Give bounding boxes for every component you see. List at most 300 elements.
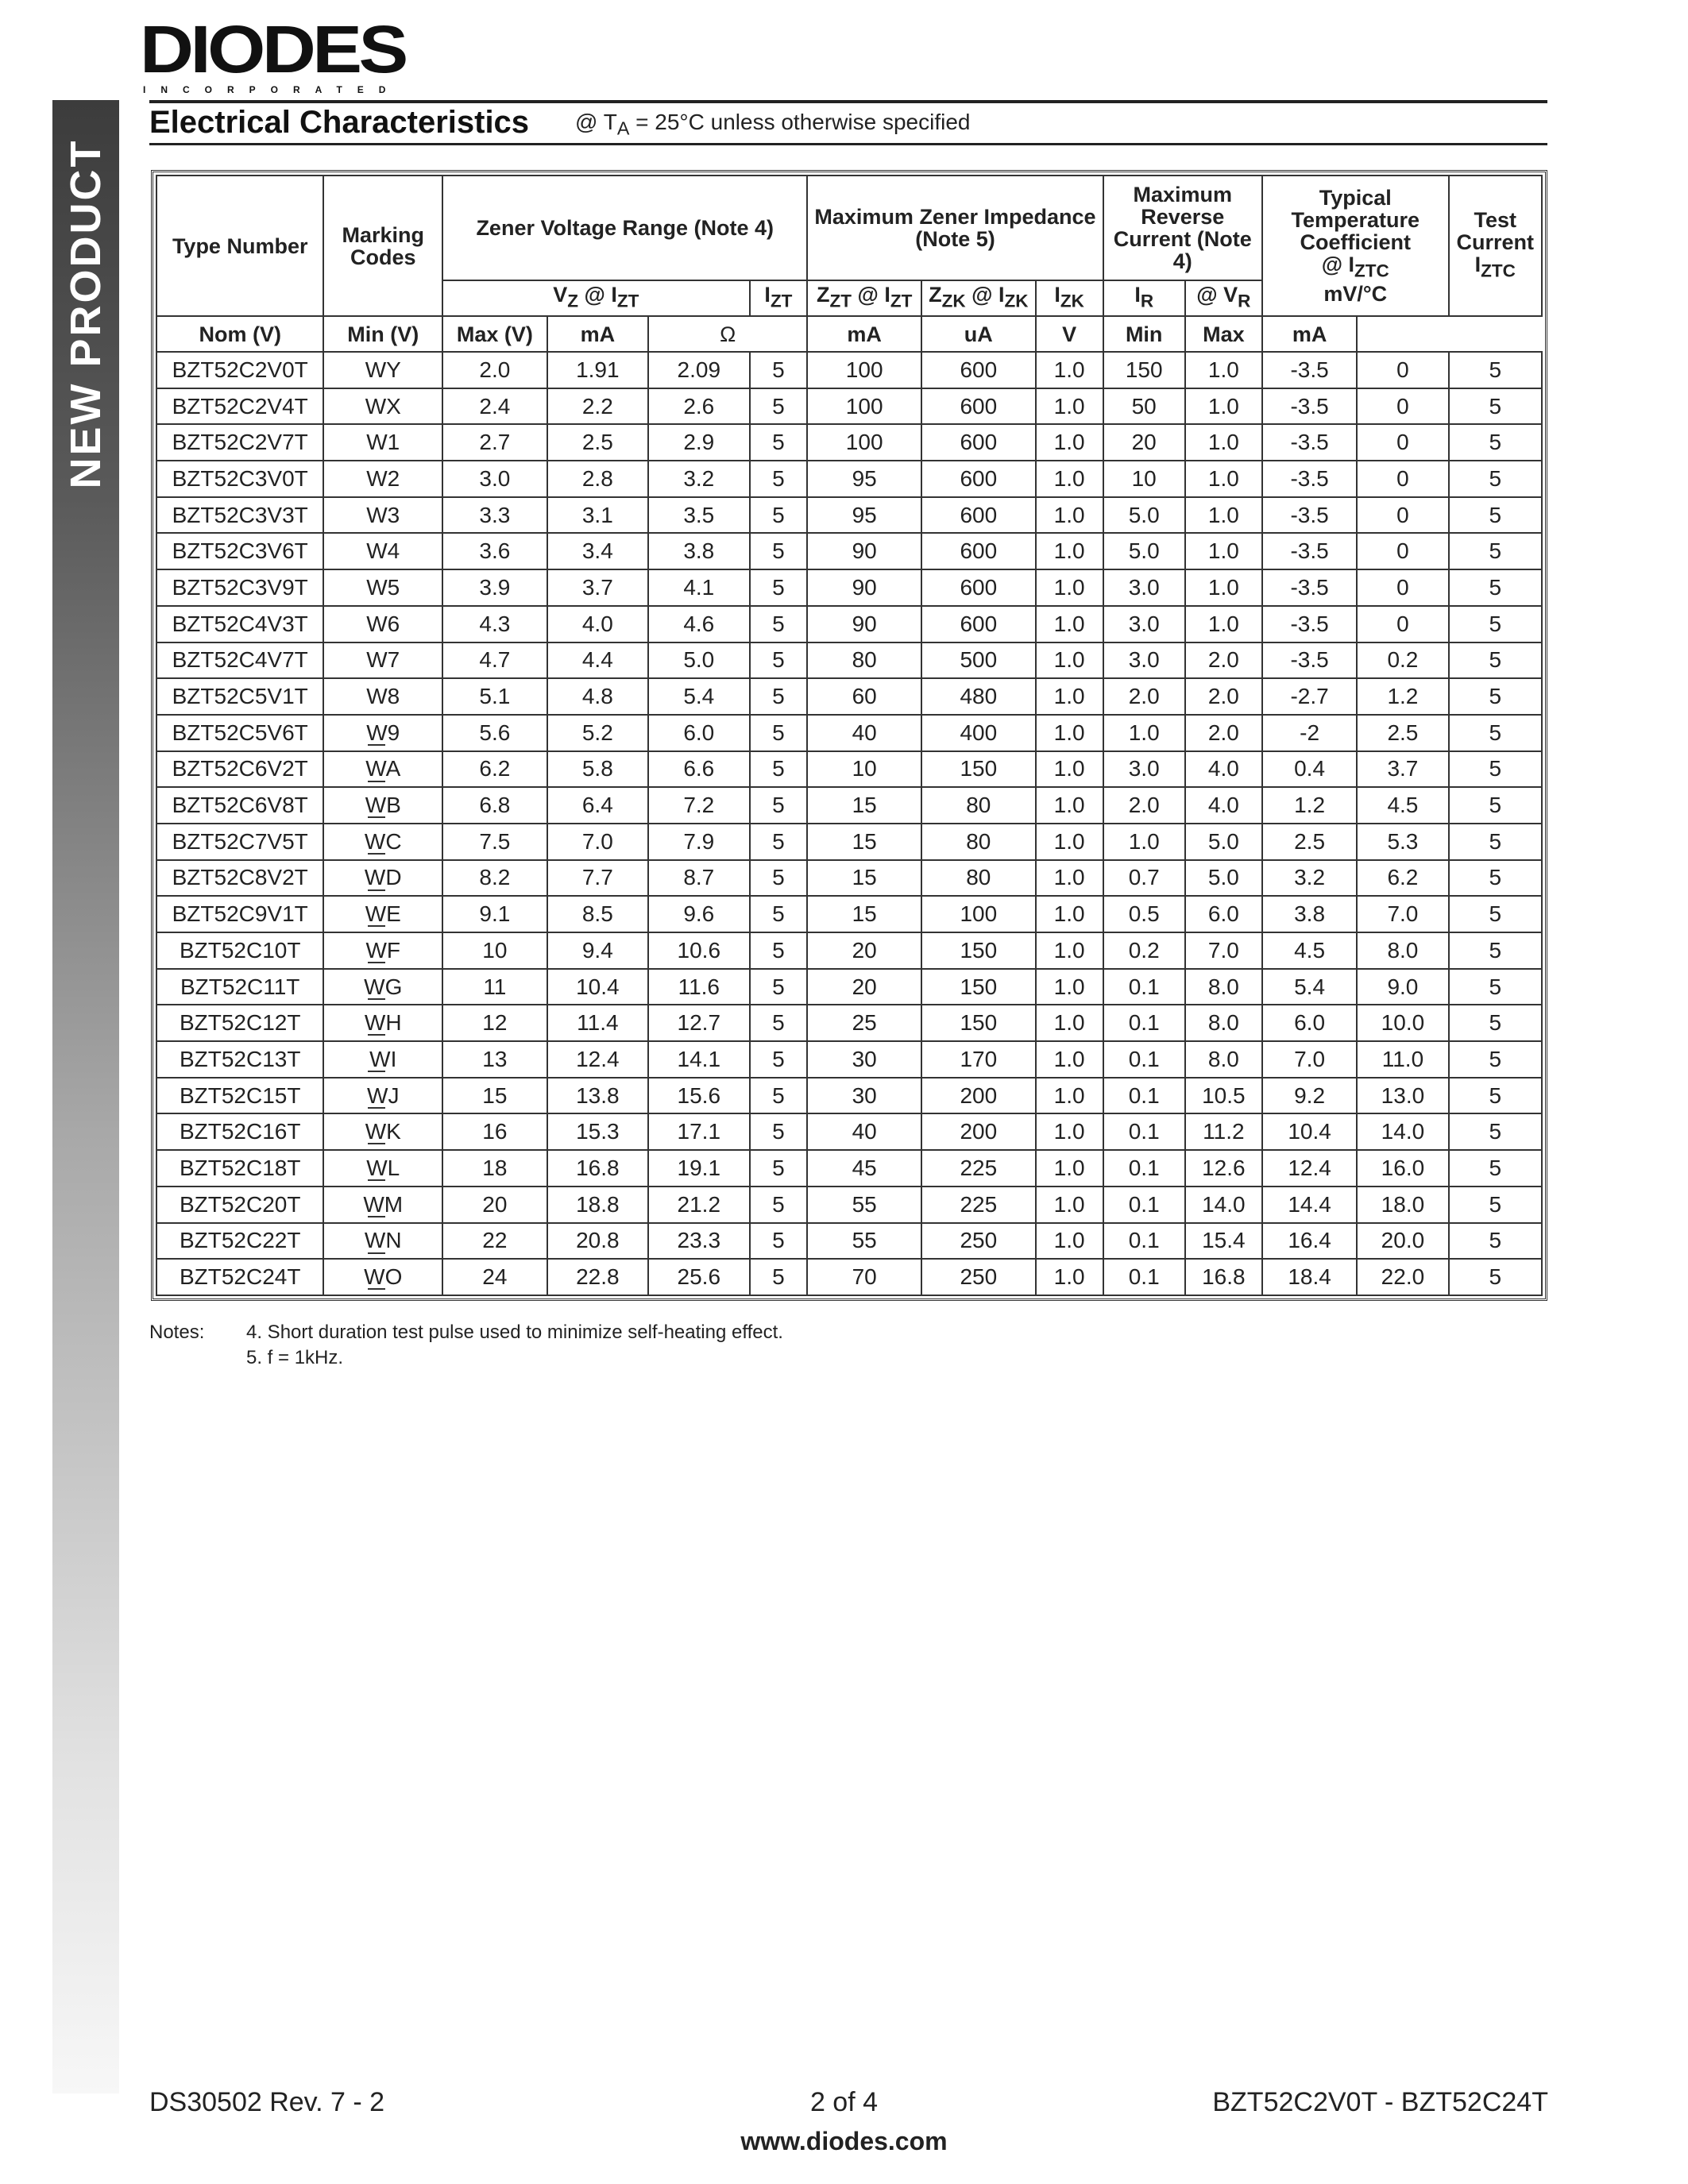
table-cell: 3.5 <box>648 497 749 534</box>
header-at-vr: @ $V_R$ <box>1185 280 1262 316</box>
table-cell: 5 <box>1449 569 1542 606</box>
header-zener-voltage: Zener Voltage Range (Note 4) <box>442 176 807 280</box>
table-cell: 10.4 <box>547 969 648 1005</box>
table-row <box>156 969 1542 1005</box>
table-cell: 5 <box>1449 896 1542 932</box>
table-cell: 40 <box>807 715 921 751</box>
units-coeff-max: Max <box>1185 316 1262 352</box>
table-cell: 11.4 <box>547 1005 648 1041</box>
table-row <box>156 642 1542 679</box>
table-cell: 1.0 <box>1036 1150 1103 1187</box>
table-cell: 5.0 <box>648 642 749 679</box>
table-row <box>156 824 1542 860</box>
table-cell: 1.0 <box>1036 824 1103 860</box>
table-cell: 90 <box>807 533 921 569</box>
table-cell: 5.0 <box>1103 497 1185 534</box>
units-coeff-min: Min <box>1103 316 1185 352</box>
table-cell: -3.5 <box>1262 497 1357 534</box>
table-cell: 600 <box>921 352 1036 388</box>
cell-type-number: BZT52C6V8T <box>156 787 323 824</box>
table-cell: 20.0 <box>1357 1223 1448 1260</box>
table-row <box>156 569 1542 606</box>
table-cell: 7.0 <box>1185 932 1262 969</box>
table-cell: 80 <box>921 824 1036 860</box>
table-cell: 5 <box>1449 1259 1542 1295</box>
table-cell: 6.6 <box>648 751 749 788</box>
table-cell: 600 <box>921 569 1036 606</box>
table-cell: 5 <box>750 751 808 788</box>
units-izt-ma: mA <box>547 316 648 352</box>
table-row <box>156 787 1542 824</box>
table-cell: 4.0 <box>547 606 648 642</box>
table-cell: 3.6 <box>442 533 547 569</box>
table-cell: 1.0 <box>1036 1005 1103 1041</box>
cell-type-number: BZT52C13T <box>156 1041 323 1078</box>
header-rule-top <box>149 100 1547 103</box>
table-row <box>156 860 1542 897</box>
table-cell: 4.7 <box>442 642 547 679</box>
table-cell: 13.8 <box>547 1078 648 1114</box>
table-cell: 3.0 <box>1103 751 1185 788</box>
table-cell: 150 <box>1103 352 1185 388</box>
table-cell: 5.8 <box>547 751 648 788</box>
cell-type-number: BZT52C22T <box>156 1223 323 1260</box>
table-cell: 5 <box>750 1187 808 1223</box>
cell-marking-code: WL <box>323 1150 442 1187</box>
table-cell: 225 <box>921 1187 1036 1223</box>
table-cell: 5 <box>750 424 808 461</box>
table-cell: 16.0 <box>1357 1150 1448 1187</box>
header-vz-at-izt: $V_Z$ @ $I_{ZT}$ <box>442 280 749 316</box>
table-cell: 5 <box>1449 1150 1542 1187</box>
table-cell: 500 <box>921 642 1036 679</box>
table-cell: 50 <box>1103 388 1185 425</box>
cell-type-number: BZT52C3V3T <box>156 497 323 534</box>
cell-type-number: BZT52C12T <box>156 1005 323 1041</box>
table-cell: 3.1 <box>547 497 648 534</box>
table-cell: 10 <box>1103 461 1185 497</box>
table-cell: 2.0 <box>442 352 547 388</box>
table-cell: 5 <box>1449 1187 1542 1223</box>
table-cell: 9.6 <box>648 896 749 932</box>
table-cell: 200 <box>921 1113 1036 1150</box>
table-cell: 95 <box>807 497 921 534</box>
table-cell: 15.4 <box>1185 1223 1262 1260</box>
table-cell: 30 <box>807 1041 921 1078</box>
table-row <box>156 896 1542 932</box>
table-cell: 4.3 <box>442 606 547 642</box>
header-temp-coefficient: Typical Temperature Coefficient @ $I_{ZTC}$ mV/°C <box>1262 176 1449 316</box>
table-cell: 5.4 <box>648 678 749 715</box>
table-row <box>156 1259 1542 1295</box>
table-cell: 2.0 <box>1103 787 1185 824</box>
table-cell: 2.0 <box>1185 642 1262 679</box>
table-cell: 9.2 <box>1262 1078 1357 1114</box>
cell-marking-code: W1 <box>323 424 442 461</box>
table-cell: -3.5 <box>1262 606 1357 642</box>
table-cell: 150 <box>921 932 1036 969</box>
table-cell: 0 <box>1357 497 1448 534</box>
table-cell: 2.0 <box>1185 715 1262 751</box>
cell-marking-code: WY <box>323 352 442 388</box>
table-cell: 5 <box>750 642 808 679</box>
table-cell: 0.1 <box>1103 1223 1185 1260</box>
units-izk-ma: mA <box>807 316 921 352</box>
table-cell: 2.2 <box>547 388 648 425</box>
table-cell: 5 <box>1449 678 1542 715</box>
table-cell: 5 <box>750 606 808 642</box>
cell-marking-code: W9 <box>323 715 442 751</box>
table-cell: 4.0 <box>1185 787 1262 824</box>
table-cell: 3.7 <box>1357 751 1448 788</box>
table-row <box>156 533 1542 569</box>
table-cell: 5 <box>1449 642 1542 679</box>
table-cell: 15.3 <box>547 1113 648 1150</box>
cell-type-number: BZT52C8V2T <box>156 860 323 897</box>
table-cell: 8.0 <box>1185 969 1262 1005</box>
table-cell: 150 <box>921 1005 1036 1041</box>
table-cell: 3.3 <box>442 497 547 534</box>
table-cell: 0.1 <box>1103 1259 1185 1295</box>
table-cell: 80 <box>921 787 1036 824</box>
header-zzt-at-izt: $Z_{ZT}$ @ $I_{ZT}$ <box>807 280 921 316</box>
table-cell: 1.0 <box>1036 388 1103 425</box>
sidebar-label: NEW PRODUCT <box>62 138 110 489</box>
table-cell: 2.8 <box>547 461 648 497</box>
table-cell: 150 <box>921 969 1036 1005</box>
cell-type-number: BZT52C20T <box>156 1187 323 1223</box>
table-cell: 1.0 <box>1036 497 1103 534</box>
header-zzk-at-izk: $Z_{ZK}$ @ $I_{ZK}$ <box>921 280 1036 316</box>
notes-label: Notes: <box>149 1322 205 1343</box>
table-cell: 1.2 <box>1357 678 1448 715</box>
table-cell: 5 <box>750 533 808 569</box>
table-cell: 6.0 <box>1185 896 1262 932</box>
table-cell: 5 <box>750 461 808 497</box>
table-row <box>156 1187 1542 1223</box>
table-cell: 5 <box>1449 424 1542 461</box>
table-cell: 6.2 <box>442 751 547 788</box>
table-cell: 5 <box>750 1113 808 1150</box>
table-cell: 22.0 <box>1357 1259 1448 1295</box>
cell-marking-code: W7 <box>323 642 442 679</box>
table-cell: 16.8 <box>1185 1259 1262 1295</box>
table-cell: 5.2 <box>547 715 648 751</box>
table-cell: 1.0 <box>1036 1041 1103 1078</box>
table-cell: 1.0 <box>1036 787 1103 824</box>
table-cell: 60 <box>807 678 921 715</box>
table-cell: 1.0 <box>1185 569 1262 606</box>
header-max-impedance: Maximum Zener Impedance (Note 5) <box>807 176 1103 280</box>
table-cell: 3.7 <box>547 569 648 606</box>
table-cell: 9.0 <box>1357 969 1448 1005</box>
cell-type-number: BZT52C24T <box>156 1259 323 1295</box>
table-cell: 70 <box>807 1259 921 1295</box>
table-cell: 5.6 <box>442 715 547 751</box>
table-cell: 1.0 <box>1036 1223 1103 1260</box>
table-cell: 7.2 <box>648 787 749 824</box>
header-marking-codes: Marking Codes <box>323 176 442 316</box>
table-cell: 600 <box>921 533 1036 569</box>
header-max-reverse-current: Maximum Reverse Current (Note 4) <box>1103 176 1262 280</box>
table-row <box>156 1005 1542 1041</box>
cell-type-number: BZT52C2V4T <box>156 388 323 425</box>
table-cell: 24 <box>442 1259 547 1295</box>
cell-marking-code: W3 <box>323 497 442 534</box>
table-cell: 2.9 <box>648 424 749 461</box>
table-cell: 1.0 <box>1036 1259 1103 1295</box>
table-cell: 2.5 <box>1357 715 1448 751</box>
table-cell: 1.0 <box>1036 642 1103 679</box>
cell-type-number: BZT52C3V0T <box>156 461 323 497</box>
note-4: 4. Short duration test pulse used to minimize self-heating effect. <box>246 1322 783 1343</box>
table-row <box>156 751 1542 788</box>
table-cell: 5 <box>1449 824 1542 860</box>
table-cell: 2.0 <box>1103 678 1185 715</box>
table-cell: 400 <box>921 715 1036 751</box>
cell-marking-code: W4 <box>323 533 442 569</box>
table-cell: 80 <box>807 642 921 679</box>
table-cell: -3.5 <box>1262 388 1357 425</box>
characteristics-table <box>151 170 1547 1301</box>
table-row <box>156 1041 1542 1078</box>
table-cell: 1.0 <box>1036 969 1103 1005</box>
table-cell: 7.5 <box>442 824 547 860</box>
table-cell: 1.0 <box>1185 461 1262 497</box>
table-cell: 5 <box>1449 388 1542 425</box>
table-cell: 5 <box>1449 860 1542 897</box>
units-v: V <box>1036 316 1103 352</box>
table-cell: 1.0 <box>1036 860 1103 897</box>
table-cell: 0.1 <box>1103 1078 1185 1114</box>
cell-marking-code: WA <box>323 751 442 788</box>
page-title: Electrical Characteristics <box>149 105 530 140</box>
table-cell: 5.0 <box>1185 824 1262 860</box>
table-cell: 0.1 <box>1103 969 1185 1005</box>
table-cell: 4.0 <box>1185 751 1262 788</box>
table-cell: 5 <box>1449 461 1542 497</box>
table-cell: 5.1 <box>442 678 547 715</box>
table-row <box>156 1223 1542 1260</box>
footer-page-number: 2 of 4 <box>809 2087 879 2117</box>
table-cell: 5 <box>1449 533 1542 569</box>
table-cell: 16 <box>442 1113 547 1150</box>
table-cell: 250 <box>921 1223 1036 1260</box>
table-cell: 8.0 <box>1185 1041 1262 1078</box>
table-cell: 15 <box>807 896 921 932</box>
table-cell: 20 <box>807 969 921 1005</box>
table-cell: 3.0 <box>442 461 547 497</box>
table-cell: 5 <box>1449 1041 1542 1078</box>
table-cell: 14.0 <box>1185 1187 1262 1223</box>
table-cell: 0.5 <box>1103 896 1185 932</box>
cell-type-number: BZT52C15T <box>156 1078 323 1114</box>
cell-marking-code: WM <box>323 1187 442 1223</box>
table-cell: 5 <box>750 497 808 534</box>
table-cell: 5 <box>750 1041 808 1078</box>
cell-type-number: BZT52C3V6T <box>156 533 323 569</box>
table-cell: 5 <box>1449 932 1542 969</box>
table-cell: 3.0 <box>1103 642 1185 679</box>
table-row <box>156 388 1542 425</box>
cell-type-number: BZT52C10T <box>156 932 323 969</box>
table-cell: 5 <box>1449 969 1542 1005</box>
table-cell: 5 <box>750 352 808 388</box>
table-cell: 100 <box>807 352 921 388</box>
cell-type-number: BZT52C11T <box>156 969 323 1005</box>
table-cell: 5 <box>1449 1005 1542 1041</box>
cell-marking-code: W5 <box>323 569 442 606</box>
table-cell: 6.8 <box>442 787 547 824</box>
cell-marking-code: WD <box>323 860 442 897</box>
table-cell: 2.5 <box>1262 824 1357 860</box>
table-cell: 5 <box>1449 1223 1542 1260</box>
table-cell: 1.0 <box>1036 533 1103 569</box>
table-cell: 0.4 <box>1262 751 1357 788</box>
cell-marking-code: WO <box>323 1259 442 1295</box>
table-cell: 10 <box>807 751 921 788</box>
table-cell: 15 <box>807 787 921 824</box>
table-cell: 3.4 <box>547 533 648 569</box>
table-cell: 600 <box>921 461 1036 497</box>
table-cell: 225 <box>921 1150 1036 1187</box>
table-cell: 5 <box>750 1259 808 1295</box>
table-cell: 5.3 <box>1357 824 1448 860</box>
table-cell: 3.8 <box>648 533 749 569</box>
cell-type-number: BZT52C7V5T <box>156 824 323 860</box>
cell-marking-code: WG <box>323 969 442 1005</box>
table-cell: 1.0 <box>1036 352 1103 388</box>
table-cell: 100 <box>921 896 1036 932</box>
table-cell: 5 <box>1449 1113 1542 1150</box>
table-cell: 20 <box>442 1187 547 1223</box>
units-min: Min (V) <box>323 316 442 352</box>
table-cell: 18.8 <box>547 1187 648 1223</box>
table-cell: 1.0 <box>1185 352 1262 388</box>
table-cell: 5.4 <box>1262 969 1357 1005</box>
table-cell: 5 <box>750 1005 808 1041</box>
table-cell: 3.2 <box>648 461 749 497</box>
table-row <box>156 678 1542 715</box>
company-logo <box>140 12 405 95</box>
table-cell: 25 <box>807 1005 921 1041</box>
table-cell: 14.1 <box>648 1041 749 1078</box>
table-cell: 0.1 <box>1103 1150 1185 1187</box>
table-cell: 2.09 <box>648 352 749 388</box>
table-cell: 5 <box>750 715 808 751</box>
table-row <box>156 932 1542 969</box>
table-cell: 18 <box>442 1150 547 1187</box>
header-type-number: Type Number <box>156 176 323 316</box>
table-cell: 0 <box>1357 461 1448 497</box>
header-ir: $I_R$ <box>1103 280 1185 316</box>
table-cell: -2.7 <box>1262 678 1357 715</box>
table-cell: 2.6 <box>648 388 749 425</box>
cell-type-number: BZT52C6V2T <box>156 751 323 788</box>
table-cell: 15.6 <box>648 1078 749 1114</box>
footer-doc-number: DS30502 Rev. 7 - 2 <box>149 2087 385 2117</box>
table-cell: 5 <box>1449 715 1542 751</box>
table-cell: 7.0 <box>1357 896 1448 932</box>
table-cell: 18.4 <box>1262 1259 1357 1295</box>
table-cell: 1.0 <box>1185 424 1262 461</box>
table-cell: 15 <box>807 860 921 897</box>
table-cell: 9.4 <box>547 932 648 969</box>
table-cell: 12.6 <box>1185 1150 1262 1187</box>
table-body <box>156 352 1542 1295</box>
table-cell: -3.5 <box>1262 533 1357 569</box>
table-cell: 90 <box>807 569 921 606</box>
table-row <box>156 715 1542 751</box>
table-cell: 3.0 <box>1103 606 1185 642</box>
table-cell: 1.0 <box>1036 715 1103 751</box>
table-cell: 1.0 <box>1036 678 1103 715</box>
table-cell: 0.1 <box>1103 1187 1185 1223</box>
table-cell: 1.2 <box>1262 787 1357 824</box>
table-cell: 5 <box>750 969 808 1005</box>
table-cell: 7.9 <box>648 824 749 860</box>
table-cell: 8.0 <box>1185 1005 1262 1041</box>
table-cell: 5 <box>750 787 808 824</box>
table-cell: 1.0 <box>1036 896 1103 932</box>
table-cell: 5.0 <box>1185 860 1262 897</box>
table-cell: 1.0 <box>1036 751 1103 788</box>
table-cell: 6.0 <box>648 715 749 751</box>
cell-marking-code: WC <box>323 824 442 860</box>
units-max: Max (V) <box>442 316 547 352</box>
cell-marking-code: WJ <box>323 1078 442 1114</box>
table-cell: 1.0 <box>1036 1187 1103 1223</box>
note-5: 5. f = 1kHz. <box>246 1347 344 1368</box>
test-condition: @ $T_A = 25^\circ C$ unless otherwise specified <box>575 110 971 139</box>
table-cell: 0 <box>1357 533 1448 569</box>
cell-type-number: BZT52C4V7T <box>156 642 323 679</box>
table-cell: 10 <box>442 932 547 969</box>
footer-url[interactable]: www.diodes.com <box>740 2127 948 2155</box>
table-cell: 2.5 <box>547 424 648 461</box>
table-cell: -3.5 <box>1262 569 1357 606</box>
table-cell: 100 <box>807 424 921 461</box>
table-cell: 0.1 <box>1103 1005 1185 1041</box>
table-cell: 2.0 <box>1185 678 1262 715</box>
table-cell: 12.7 <box>648 1005 749 1041</box>
cell-marking-code: WK <box>323 1113 442 1150</box>
table-cell: 0 <box>1357 569 1448 606</box>
table-cell: 170 <box>921 1041 1036 1078</box>
table-row <box>156 497 1542 534</box>
table-cell: 12 <box>442 1005 547 1041</box>
table-row <box>156 424 1542 461</box>
table-cell: -3.5 <box>1262 424 1357 461</box>
cell-type-number: BZT52C5V6T <box>156 715 323 751</box>
table-cell: 3.0 <box>1103 569 1185 606</box>
table-cell: 1.0 <box>1036 606 1103 642</box>
table-cell: 5 <box>750 1078 808 1114</box>
table-cell: 22.8 <box>547 1259 648 1295</box>
table-cell: -2 <box>1262 715 1357 751</box>
table-cell: 0 <box>1357 388 1448 425</box>
units-ohm: Ω <box>648 316 807 352</box>
table-cell: 11 <box>442 969 547 1005</box>
table-cell: 45 <box>807 1150 921 1187</box>
table-cell: 4.4 <box>547 642 648 679</box>
table-cell: 600 <box>921 497 1036 534</box>
table-cell: 9.1 <box>442 896 547 932</box>
table-cell: 2.4 <box>442 388 547 425</box>
table-cell: 5 <box>750 932 808 969</box>
table-cell: 8.2 <box>442 860 547 897</box>
table-cell: 150 <box>921 751 1036 788</box>
